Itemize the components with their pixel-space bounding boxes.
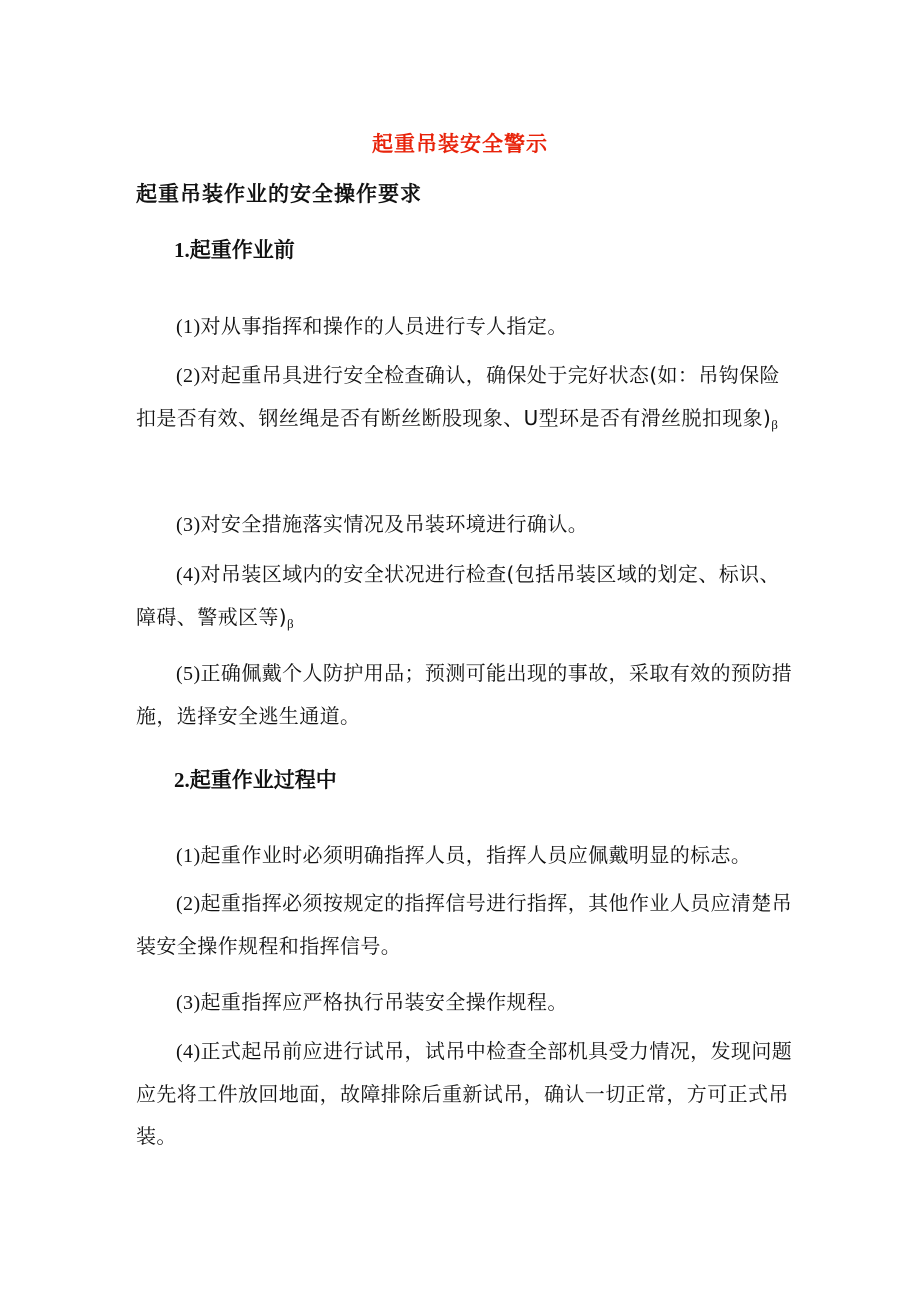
item-text: 起重指挥必须按规定的指挥信号进行指挥，其他作业人员应清楚吊装安全操作规程和指挥信号。 (136, 891, 793, 958)
item-tail-mark: β (771, 417, 779, 432)
part-2-heading (174, 764, 337, 794)
item-marker: (5) (176, 663, 201, 685)
item-text: 正确佩戴个人防护用品；预测可能出现的事故，采取有效的预防措施，选择安全逃生通道。 (136, 661, 793, 728)
document-title: 起重吊装安全警示 (372, 132, 548, 156)
list-item (136, 354, 796, 446)
section-heading: 起重吊装作业的安全操作要求 (136, 182, 422, 206)
item-text: 对从事指挥和操作的人员进行专人指定。 (200, 314, 568, 338)
item-marker: (2) (176, 893, 201, 915)
list-item (136, 1030, 796, 1157)
part-1-heading-text: 起重作业前 (189, 238, 295, 262)
item-marker: (1) (176, 845, 201, 867)
item-text: 起重作业时必须明确指挥人员，指挥人员应佩戴明显的标志。 (200, 843, 752, 867)
list-item (136, 503, 796, 546)
item-text: 对吊装区域内的安全状况进行检查(包括吊装区域的划定、标识、障碍、警戒区等) (136, 562, 780, 629)
item-text: 正式起吊前应进行试吊，试吊中检查全部机具受力情况，发现问题应先将工件放回地面，故障排除后重新试吊，确认一切正常，方可正式吊装。 (136, 1039, 793, 1148)
item-tail-mark: β (287, 616, 295, 631)
part-1-heading (174, 234, 295, 264)
list-item (136, 882, 796, 967)
item-marker: (1) (176, 316, 201, 338)
list-item (136, 652, 796, 737)
item-text: 对安全措施落实情况及吊装环境进行确认。 (200, 512, 589, 536)
part-2-number: 2. (174, 768, 190, 792)
item-text: 对起重吊具进行安全检查确认，确保处于完好状态(如：吊钩保险扣是否有效、钢丝绳是否有断丝断股现象、U型环是否有滑丝脱扣现象) (136, 363, 780, 430)
list-item (136, 834, 796, 877)
item-text: 起重指挥应严格执行吊装安全操作规程。 (200, 990, 568, 1014)
item-marker: (4) (176, 1041, 201, 1063)
item-marker: (2) (176, 365, 201, 387)
item-marker: (3) (176, 992, 201, 1014)
list-item (136, 553, 796, 645)
part-1-number: 1. (174, 238, 190, 262)
part-2-heading-text: 起重作业过程中 (189, 768, 337, 792)
item-marker: (3) (176, 514, 201, 536)
list-item (136, 981, 796, 1024)
item-marker: (4) (176, 564, 201, 586)
list-item (136, 305, 796, 348)
